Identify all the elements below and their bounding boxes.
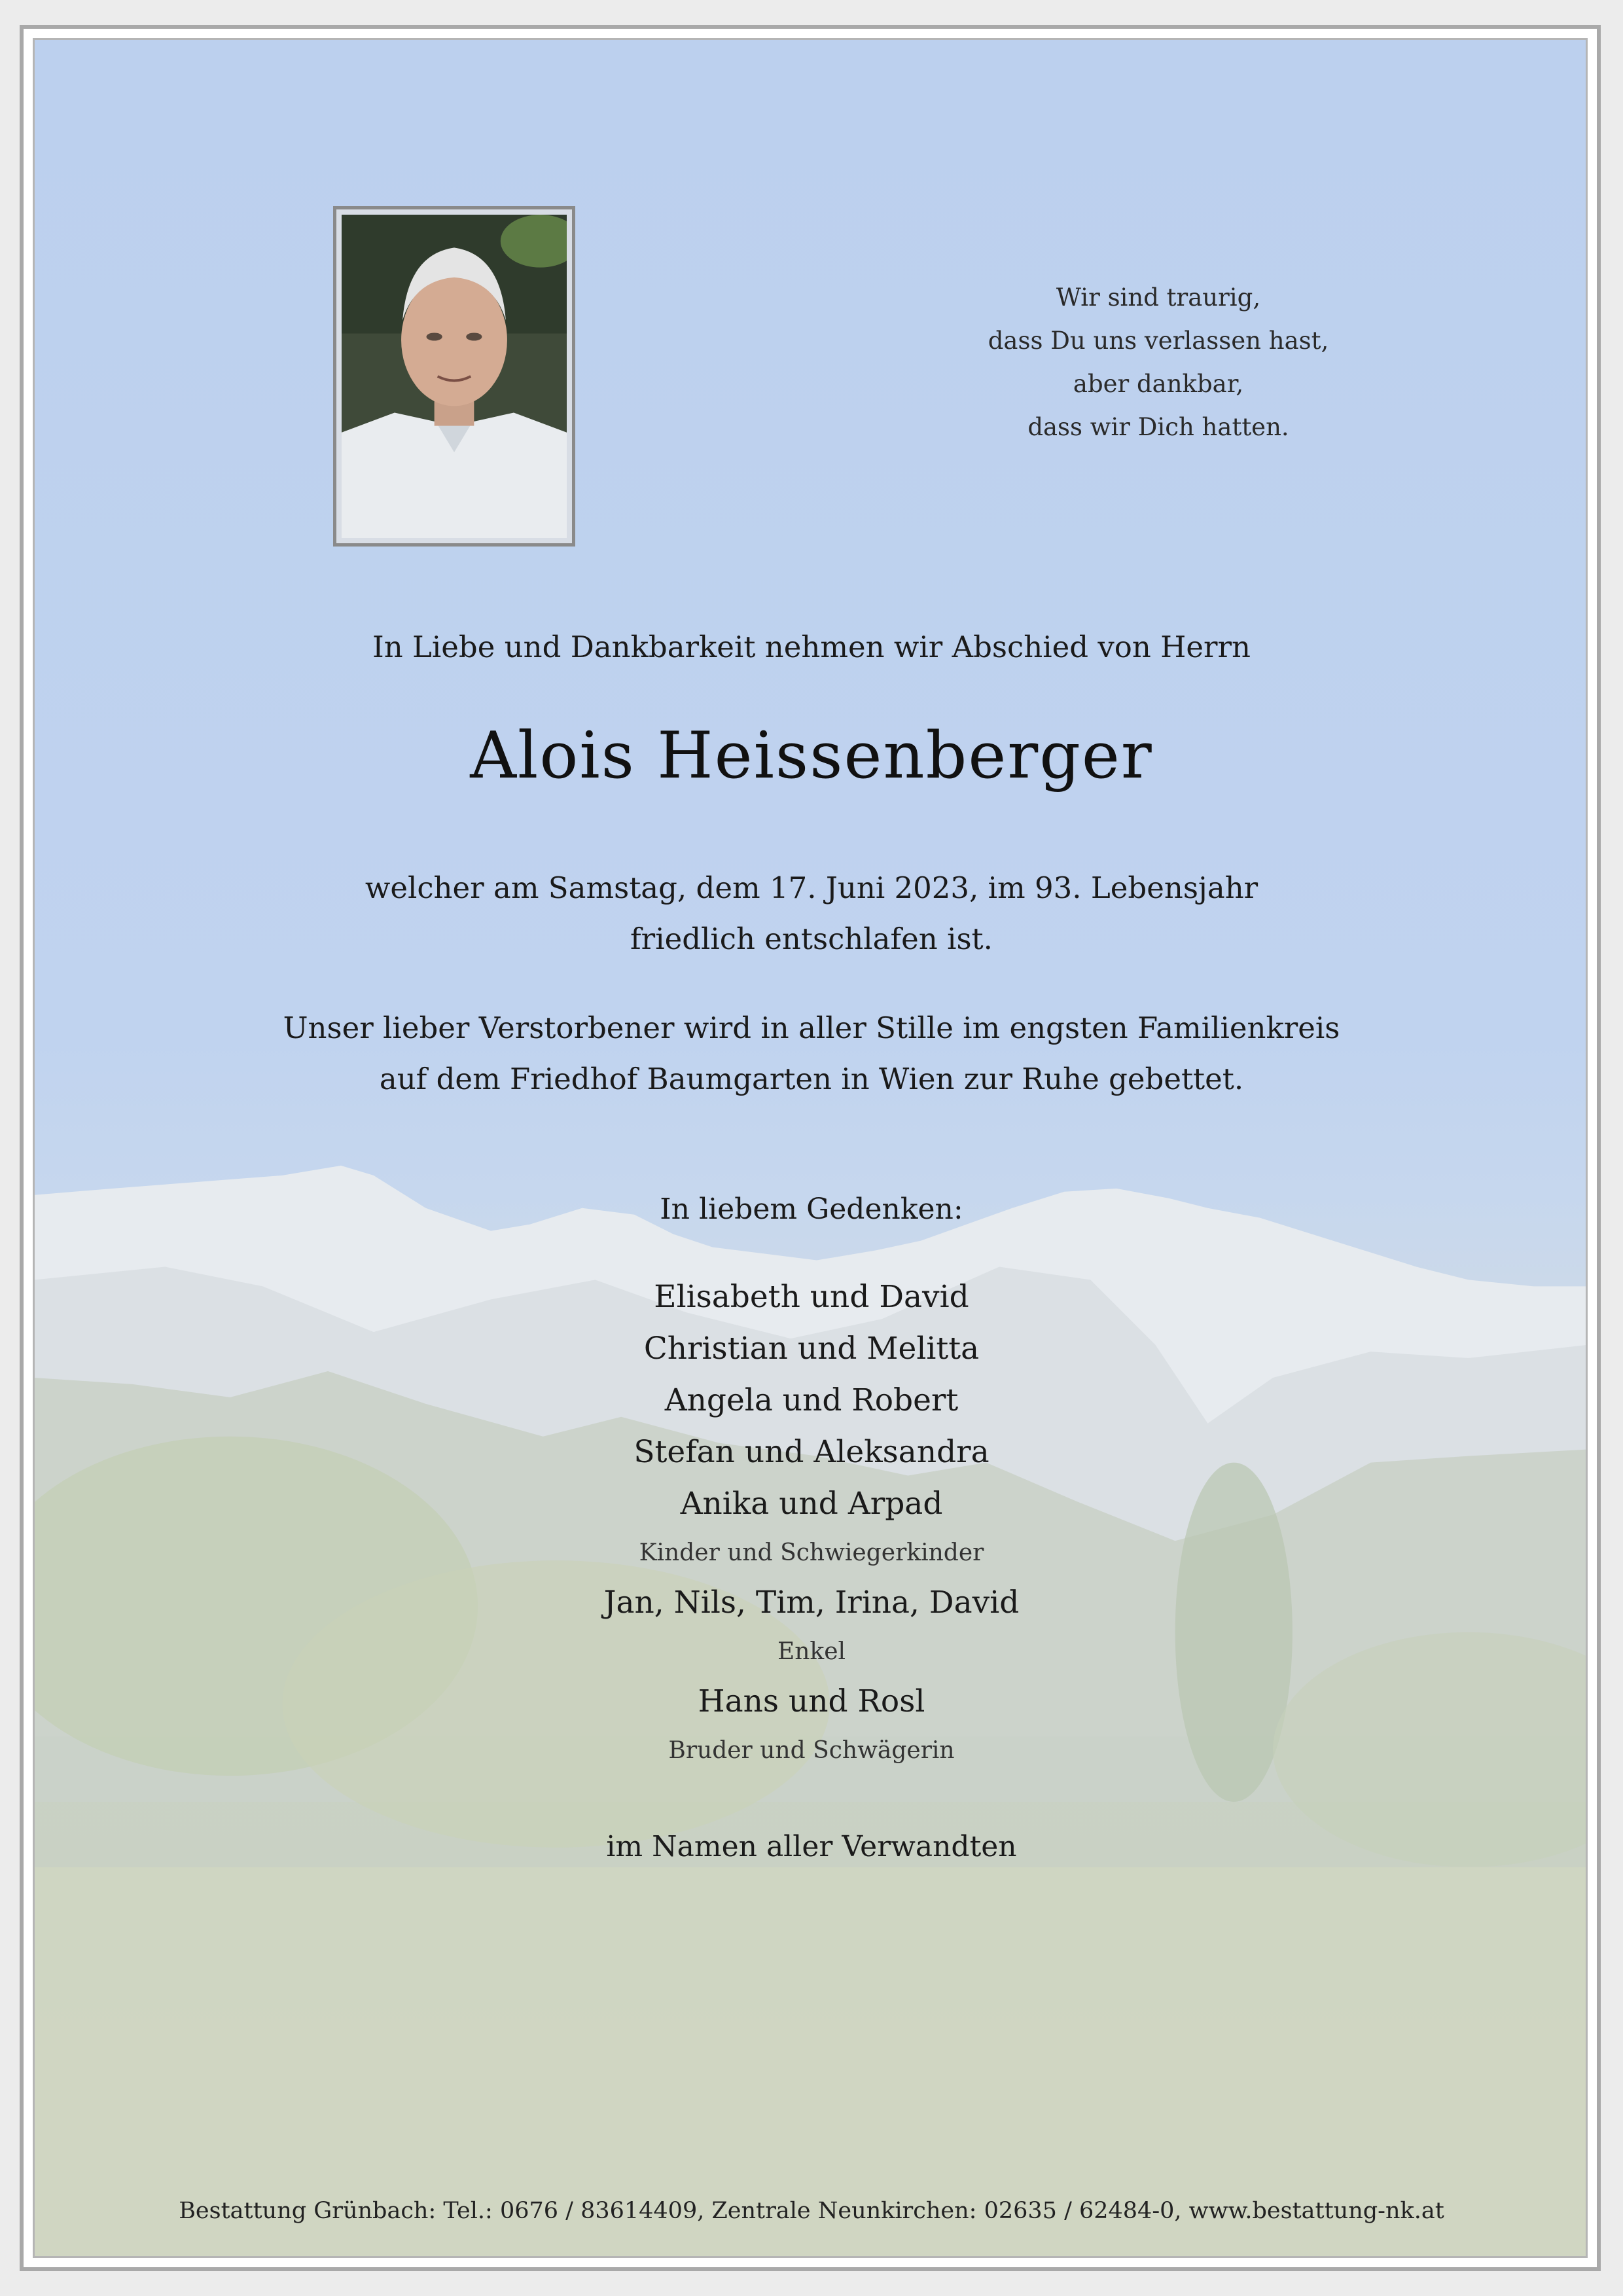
- mourner-name: Anika und Arpad: [680, 1486, 943, 1522]
- death-line: friedlich entschlafen ist.: [630, 922, 993, 956]
- relation-label: Kinder und Schwiegerkinder: [639, 1539, 984, 1566]
- death-announcement: [0, 863, 1623, 965]
- mourners-list: [0, 1271, 1623, 1774]
- death-line: welcher am Samstag, dem 17. Juni 2023, im 93. Lebensjahr: [365, 870, 1258, 905]
- mourner-name: Christian und Melitta: [643, 1331, 980, 1367]
- burial-line: auf dem Friedhof Baumgarten in Wien zur Ruhe gebettet.: [379, 1062, 1244, 1096]
- burial-line: Unser lieber Verstorbener wird in aller Stille im engsten Familienkreis: [283, 1011, 1340, 1045]
- mourner-name: Angela und Robert: [664, 1382, 959, 1418]
- relation-label: Enkel: [777, 1638, 846, 1665]
- relation-label: Bruder und Schwägerin: [668, 1737, 955, 1764]
- poem-line: Wir sind traurig,: [1056, 283, 1261, 312]
- funeral-home-footer: Bestattung Grünbach: Tel.: 0676 / 83614409, Zentrale Neunkirchen: 02635 / 62484-0, www.bestattung-nk.at: [179, 2198, 1444, 2224]
- poem-line: dass wir Dich hatten.: [1027, 413, 1289, 441]
- closing-text: im Namen aller Verwandten: [606, 1830, 1017, 1863]
- memory-heading: In liebem Gedenken:: [660, 1193, 963, 1226]
- mourner-name: Hans und Rosl: [698, 1683, 925, 1719]
- poem: [949, 276, 1368, 449]
- mourner-name: Elisabeth und David: [654, 1279, 969, 1315]
- poem-line: dass Du uns verlassen hast,: [988, 327, 1329, 355]
- mourner-name: Jan, Nils, Tim, Irina, David: [603, 1585, 1020, 1621]
- burial-announcement: [0, 1003, 1623, 1105]
- deceased-name: Alois Heissenberger: [470, 719, 1153, 793]
- mourner-name: Stefan und Aleksandra: [633, 1434, 990, 1470]
- portrait-photo: [333, 206, 575, 547]
- intro-text: In Liebe und Dankbarkeit nehmen wir Abschied von Herrn: [372, 630, 1251, 664]
- poem-line: aber dankbar,: [1073, 370, 1244, 398]
